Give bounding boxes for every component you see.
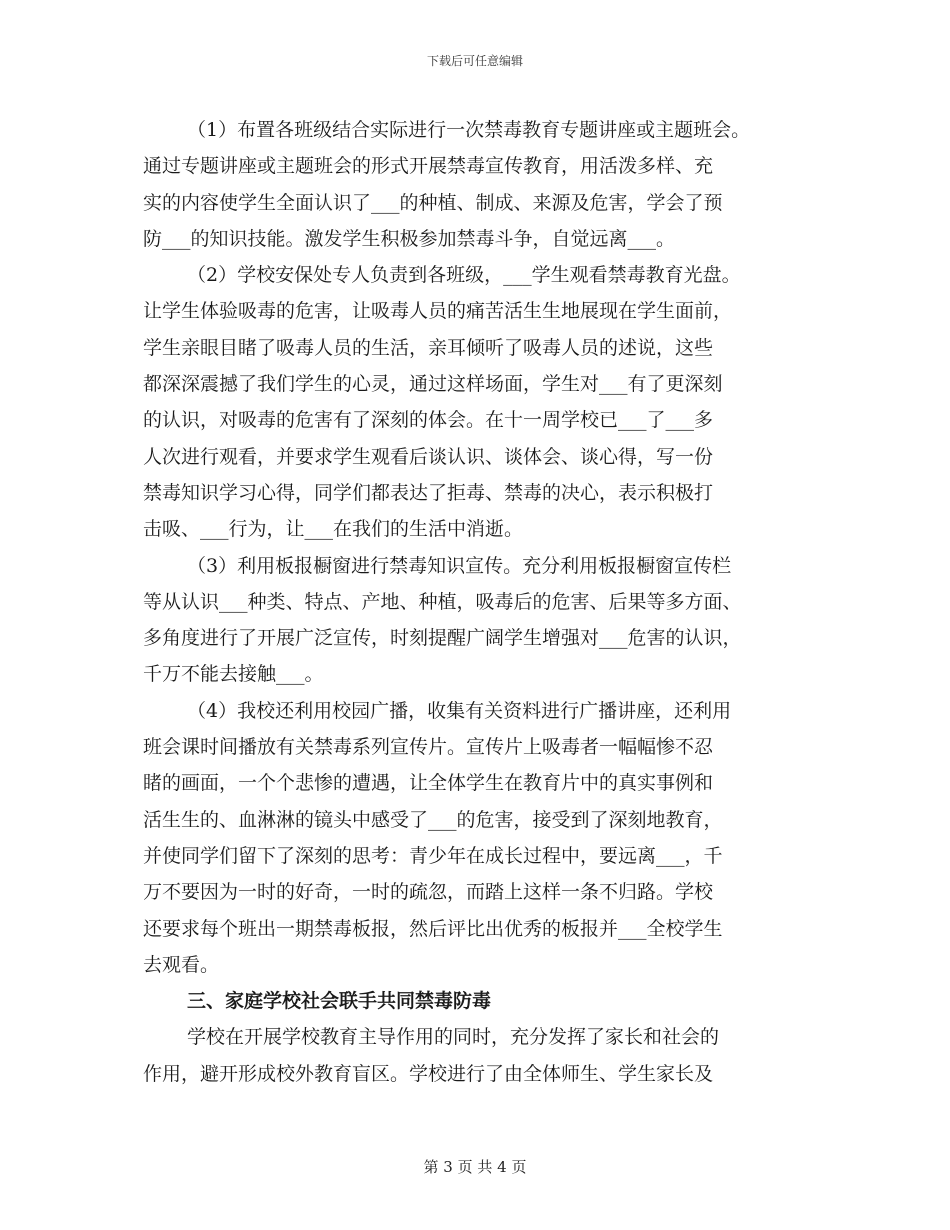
body-text-line: 活生生的、血淋淋的镜头中感受了___的危害，接受到了深刻地教育， [143, 808, 723, 831]
document-body [143, 112, 823, 1092]
section-heading: 三、家庭学校社会联手共同禁毒防毒 [187, 990, 492, 1013]
body-text-line: 去观看。 [143, 953, 220, 976]
body-text-line: （3）利用板报橱窗进行禁毒知识宣传。充分利用板报橱窗宣传栏 [187, 554, 732, 577]
body-text-line: 作用，避开形成校外教育盲区。学校进行了由全体师生、学生家长及 [143, 1062, 714, 1085]
body-text-line: 让学生体验吸毒的危害，让吸毒人员的痛苦活生生地展现在学生面前， [143, 300, 733, 323]
body-text-line: 禁毒知识学习心得，同学们都表达了拒毒、禁毒的决心，表示积极打 [143, 481, 714, 504]
body-text-line: 班会课时间播放有关禁毒系列宣传片。宣传片上吸毒者一幅幅惨不忍 [143, 736, 714, 759]
body-text-line: 通过专题讲座或主题班会的形式开展禁毒宣传教育，用活泼多样、充 [143, 155, 714, 178]
body-text-line: 千万不能去接触___。 [143, 663, 324, 686]
body-text-line: 人次进行观看，并要求学生观看后谈认识、谈体会、谈心得，写一份 [143, 445, 714, 468]
body-text-line: （4）我校还利用校园广播，收集有关资料进行广播讲座，还利用 [187, 699, 732, 722]
body-text-line: （1）布置各班级结合实际进行一次禁毒教育专题讲座或主题班会。 [187, 119, 751, 141]
page-header: 下载后可任意编辑 [426, 54, 523, 68]
body-text-line: 实的内容使学生全面认识了___的种植、制成、来源及危害，学会了预 [143, 191, 723, 214]
body-text-line: 并使同学们留下了深刻的思考：青少年在成长过程中，要远离___，千 [143, 844, 723, 867]
page-footer: 第 3 页 共 4 页 [423, 1158, 527, 1176]
body-text-line: 多角度进行了开展广泛宣传，时刻提醒广阔学生增强对___危害的认识， [143, 627, 742, 650]
body-text-line: 等从认识___种类、特点、产地、种植，吸毒后的危害、后果等多方面、 [143, 590, 742, 613]
body-text-line: （2）学校安保处专人负责到各班级，___学生观看禁毒教育光盘。 [187, 264, 741, 287]
body-text-line: 还要求每个班出一期禁毒板报，然后评比出优秀的板报并___全校学生 [143, 917, 723, 940]
body-text-line: 睹的画面，一个个悲惨的遭遇，让全体学生在教育片中的真实事例和 [143, 772, 714, 795]
body-text-line: 防___的知识技能。激发学生积极参加禁毒斗争，自觉远离___。 [143, 227, 676, 250]
body-text-line: 万不要因为一时的好奇，一时的疏忽，而踏上这样一条不归路。学校 [143, 881, 714, 904]
body-text-line: 都深深震撼了我们学生的心灵，通过这样场面，学生对___有了更深刻 [143, 373, 723, 396]
body-text-line: 学生亲眼目睹了吸毒人员的生活，亲耳倾听了吸毒人员的述说，这些 [143, 336, 714, 359]
body-text-line: 学校在开展学校教育主导作用的同时，充分发挥了家长和社会的 [187, 1026, 720, 1049]
body-text-line: 的认识，对吸毒的危害有了深刻的体会。在十一周学校已___了___多 [143, 409, 714, 432]
body-text-line: 击吸、___行为，让___在我们的生活中消逝。 [143, 518, 524, 541]
